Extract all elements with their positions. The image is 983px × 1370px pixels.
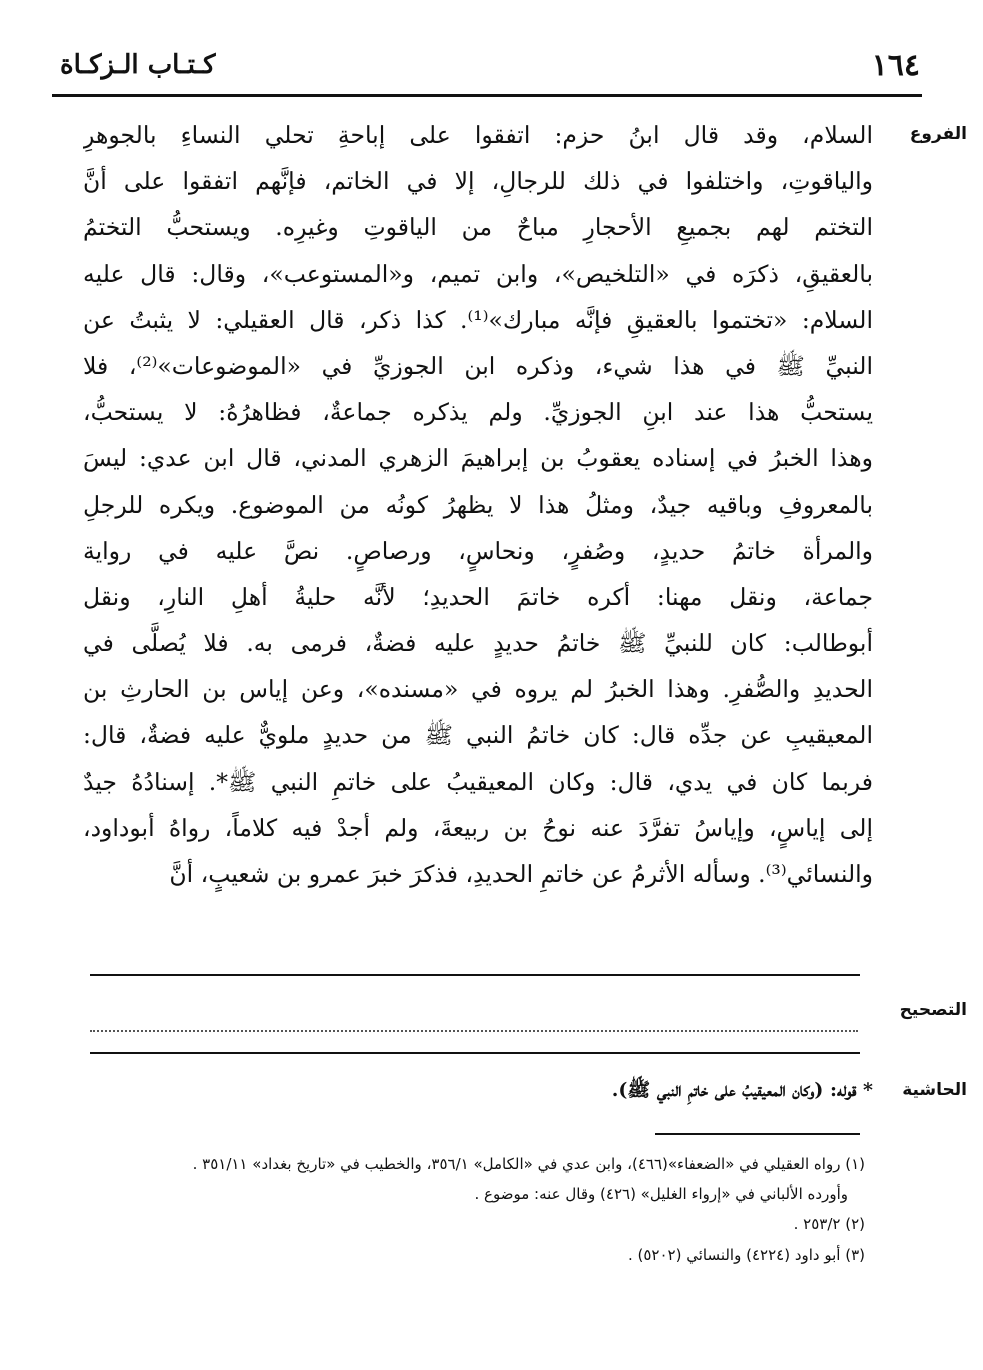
text-line: أبوطالب: كان للنبيِّ ﷺ خاتمُ حديدٍ عليه فضةٌ، فرمى به. فلا يُصلَّى في [83, 629, 873, 658]
text-line: والنسائي⁽³⁾. وسأله الأثرمُ عن خاتمِ الحديدِ، فذكرَ خبرَ عمرو بن شعيبٍ، أنَّ [169, 860, 873, 888]
page-header [48, 48, 920, 88]
footnote-rule [655, 1133, 860, 1135]
text-line: السلام، وقد قال ابنُ حزم: اتفقوا على إباحةِ تحلي النساءِ بالجوهرِ [83, 121, 873, 149]
text-line: بالمعروفِ وباقيه جيدٌ، ومثلُ هذا لا يظهرُ كونُه من الموضوع. ويكره للرجلِ [83, 490, 873, 519]
text-line: التختم لهم بجميعِ الأحجارِ مباحٌ من الياقوتِ وغيرِه. ويستحبُّ التختمُ [83, 213, 873, 242]
page-number: ١٦٤ [871, 48, 920, 83]
text-line: بالعقيقِ، ذكرَه في «التلخيص»، وابن تميم، و«المستوعب»، وقال: قال عليه [83, 259, 873, 288]
text-line: المعيقيبِ عن جدِّه قال: كان خاتمُ النبي ﷺ من حديدٍ ملويٌّ عليه فضةٌ، قال: [83, 721, 873, 750]
header-rule [52, 94, 922, 97]
footnote-1-continued: وأورده الألباني في «إرواء الغليل» (٤٢٦) وقال عنه: موضوع . [474, 1185, 848, 1203]
main-text [83, 112, 873, 897]
text-line: الحديدِ والصُّفرِ. وهذا الخبرُ لم يروه في «مسنده»، وعن إياس بن الحارثِ بن [83, 675, 873, 704]
text-line: السلام: «تختموا بالعقيقِ فإنَّه مبارك»⁽¹⁾. كذا ذكر، قال العقيلي: لا يثبتُ عن [83, 305, 873, 334]
tashih-bottom-rule [90, 1052, 860, 1054]
footnote-3: (٣) أبو داود (٤٢٢٤) والنسائي (٥٢٠٢) . [627, 1246, 865, 1264]
text-line: والمرأة خاتمُ حديدٍ، وصُفرٍ، ونحاسٍ، ورصاصٍ. نصَّ عليه في رواية [83, 536, 873, 565]
sidebar-label-hashia: الحاشية [902, 1080, 967, 1100]
text-line: فربما كان في يدي، قال: وكان المعيقيبُ على خاتمِ النبي ﷺ*. إسنادُهُ جيدٌ [83, 767, 873, 796]
book-title: كـتـاب الـزكـاة [60, 50, 216, 80]
sidebar-label-furu: الفروع [909, 124, 967, 144]
footnote-1: (١) رواه العقيلي في «الضعفاء»(٤٦٦)، وابن عدي في «الكامل» ٣٥٦/١، والخطيب في «تاريخ بغداد» ٣٥١/١١ . [192, 1155, 865, 1173]
text-line: وهذا الخبرُ في إسناده يعقوبُ بن إبراهيمَ الزهري المدني، قال ابن عدي: ليسَ [83, 444, 873, 473]
hashia-text: * قوله: (وكان المعيقيبُ على خاتمِ النبي ﷺ). [611, 1079, 873, 1101]
tashih-dotted-line [90, 1010, 858, 1032]
text-line: والياقوتِ، واختلفوا في ذلك للرجالِ، إلا في الخاتم، فإنَّهم اتفقوا على أنَّ [83, 167, 873, 196]
text-line: يستحبُّ هذا عند ابنِ الجوزيِّ. ولم يذكره جماعةٌ، فظاهرُهُ: لا يستحبُّ، [83, 398, 873, 427]
text-line: جماعة، ونقل مهنا: أكره خاتمَ الحديدِ؛ لأنَّه حليةُ أهلِ النارِ، ونقل [83, 582, 873, 611]
sidebar-label-tashih: التصحيح [899, 1000, 967, 1020]
text-line: إلى إياسٍ، وإياسُ تفرَّدَ عنه نوحُ بن ربيعةَ، ولم أجدْ فيه كلاماً، رواهُ أبوداود، [83, 813, 873, 842]
footnote-2: (٢) ٢٥٣/٢ . [793, 1215, 865, 1233]
text-line: النبيِّ ﷺ في هذا شيء، وذكره ابن الجوزيِّ في «الموضوعات»⁽²⁾، فلا [83, 351, 873, 380]
tashih-top-rule [90, 974, 860, 976]
